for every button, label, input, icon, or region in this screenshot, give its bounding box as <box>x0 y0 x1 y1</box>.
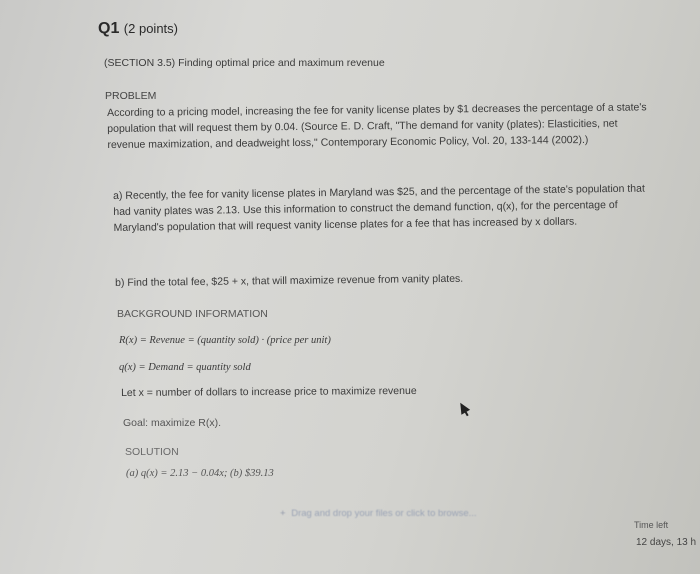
mouse-cursor-icon <box>456 400 470 415</box>
time-left-value: 12 days, 13 h <box>636 537 697 548</box>
upload-plus-icon: + <box>280 508 286 519</box>
question-points: (2 points) <box>123 21 178 36</box>
problem-text: According to a pricing model, increasing the fee for vanity license plates by $1 decreases the percentage of a state's population that will request them by 0.04. (Source E. D. Craft, "The demand for vanity (plates): Elasticities, net revenue maximization, and deadweight loss," Contemporary Economic Policy, Vol. 20, 133-144 (2002).) <box>107 101 647 152</box>
part-b-text: b) Find the total fee, $25 + x, that will maximize revenue from vanity plates. <box>115 272 464 289</box>
upload-hint-text: Drag and drop your files or click to browse... <box>291 508 477 519</box>
problem-heading: PROBLEM <box>105 90 157 102</box>
background-heading: BACKGROUND INFORMATION <box>117 308 268 320</box>
part-a-text: a) Recently, the fee for vanity license plates in Maryland was $25, and the percentage of the state's population that had vanity plates was 2.13. Use this information to construct the demand function, q(x), for the percentage of Maryland's population that will request vanity license plates for a fee that has increased by x dollars. <box>113 182 645 235</box>
time-left-label: Time left <box>634 520 669 530</box>
revenue-definition: R(x) = Revenue = (quantity sold) · (price per unit) <box>119 335 331 346</box>
section-heading: (SECTION 3.5) Finding optimal price and maximum revenue <box>104 57 385 69</box>
demand-definition: q(x) = Demand = quantity sold <box>119 362 251 373</box>
solution-heading: SOLUTION <box>125 446 179 458</box>
file-upload-dropzone[interactable] <box>280 508 477 519</box>
goal-text: Goal: maximize R(x). <box>123 417 222 429</box>
solution-text: (a) q(x) = 2.13 − 0.04x; (b) $39.13 <box>126 468 274 479</box>
variable-definition: Let x = number of dollars to increase price to maximize revenue <box>121 384 417 399</box>
question-number: Q1 <box>98 20 120 37</box>
question-title <box>98 20 178 38</box>
